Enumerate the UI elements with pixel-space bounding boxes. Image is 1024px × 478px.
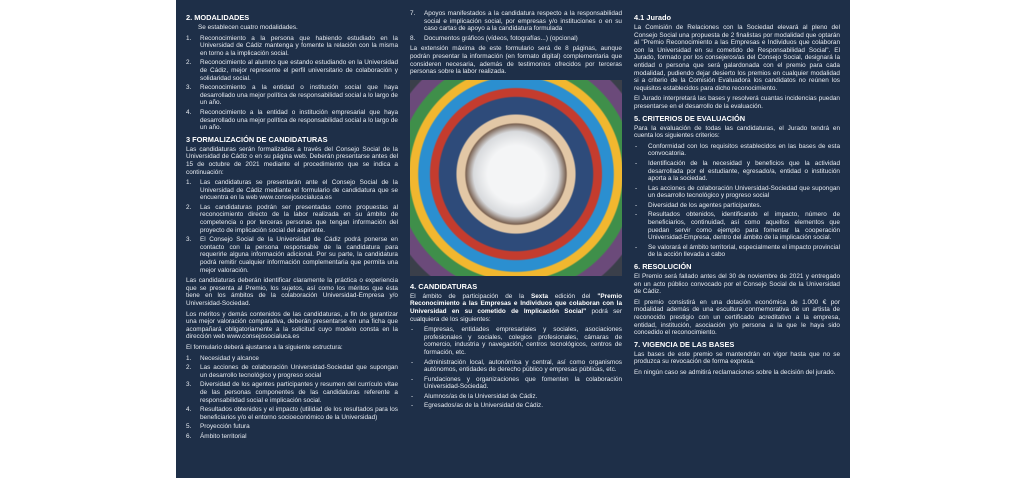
item-text: Se valorará el ámbito territorial, especialmente el impacto provincial de la acción llevada a cabo: [648, 243, 840, 259]
item-number: 3.: [186, 236, 192, 244]
resolucion-paragraph: El Premio será fallado antes del 30 de noviembre de 2021 y entregado en un acto público convocado por el Consejo Social de la Universidad de Cádiz.: [634, 273, 840, 296]
item-number: 8.: [410, 34, 416, 42]
modalidades-list: [186, 35, 398, 132]
candidaturas-list: [410, 326, 622, 410]
item-text: Reconocimiento a la persona que habiendo estudiado en la Universidad de Cádiz mantenga y fomente la relación con la misma en torno a la implicación social.: [200, 34, 398, 57]
estructura-list-continued: [410, 10, 622, 42]
list-item: [186, 423, 398, 431]
item-number: 2.: [186, 364, 192, 372]
list-item: [186, 364, 398, 379]
list-item: [410, 10, 622, 33]
item-text: Alumnos/as de la Universidad de Cádiz.: [424, 392, 538, 400]
item-number: 4.: [186, 406, 192, 414]
dash-bullet: -: [411, 358, 414, 366]
list-item: [410, 402, 622, 410]
list-item: [634, 185, 840, 200]
item-number: 7.: [410, 10, 416, 17]
item-number: 1.: [186, 34, 192, 42]
list-item: [186, 84, 398, 107]
section-modalidades-title: 2. MODALIDADES: [186, 13, 250, 22]
column-left: [186, 10, 398, 444]
jurado-paragraph: La Comisión de Relaciones con la Sociedad elevará al pleno del Consejo Social una propuesta de 2 finalistas por modalidad que optarán al "Premio Reconocimiento a las Empresas e Individuos que colaboran con la Universidad en su cometido de Responsabilidad Social". El Jurado, formado por los consejeros/as del Consejo Social, designará la entidad o persona que será galardonada con el premio para cada modalidad, pudiendo dejar desierto los premios en cualquier modalidad si a criterio de la Comisión Evaluadora los candidatos no reúnen los requisitos establecidos para dicho reconocimiento.: [634, 24, 840, 92]
column-middle: [410, 10, 622, 413]
list-item: [634, 211, 840, 241]
premio-name: "Premio Reconocimiento a las Empresas e Individuos que colaboran con la Universidad en su cometido de Implicación Social": [410, 292, 623, 315]
item-text: Reconocimiento a la entidad o institución social que haya desarrollado una mejor política de responsabilidad social a lo largo de un año.: [200, 84, 398, 107]
section-criterios-title: 5. CRITERIOS DE EVALUACIÓN: [634, 113, 746, 123]
formalizacion-intro: Las candidaturas serán formalizadas a través del Consejo Social de la Universidad de Cádiz o en su página web. Deberán presentarse antes del 15 de octubre de 2021 mediante el procedimiento que se indica a continuación:: [186, 145, 398, 176]
hands-circle-photo: [410, 80, 622, 276]
item-text: Egresados/as de la Universidad de Cádiz.: [424, 402, 544, 410]
column-right: [634, 10, 840, 380]
text-span: podrá ser cualquiera de los siguientes:: [410, 307, 622, 323]
formalizacion-paragraph: Los méritos y demás contenidos de las candidaturas, a fin de garantizar una mejor valoración comparativa, deberán presentarse en una ficha que acompañará obligatoriamente a la solicitud cuyo modelo consta en la dirección web www.consejosocialuca.es: [186, 310, 398, 341]
photo-center: [466, 124, 566, 224]
section-jurado-title: 4.1 Jurado: [634, 13, 671, 22]
list-item: [634, 244, 840, 259]
text-bold: Sexta: [530, 292, 549, 300]
text-span: edición del: [548, 292, 598, 300]
item-text: Reconocimiento a la entidad o institución empresarial que haya desarrollado una mejor política de responsabilidad social a lo largo de un año.: [200, 108, 398, 132]
list-item: [186, 59, 398, 82]
list-item: [186, 355, 398, 363]
formalizacion-paragraph: El formulario deberá ajustarse a la siguiente estructura:: [186, 343, 343, 351]
jurado-paragraph: El Jurado interpretará las bases y resolverá cuantas incidencias puedan presentarse en el desarrollo de la evaluación.: [634, 95, 840, 110]
item-text: Apoyos manifestados a la candidatura respecto a la responsabilidad social e implicación social, por empresas y/o instituciones o en su caso cartas de apoyo a la candidatura formulada: [424, 10, 622, 33]
list-item: [186, 381, 398, 404]
list-item: [634, 160, 840, 183]
list-item: [634, 202, 840, 210]
item-text: Resultados obtenidos, identificando el impacto, número de beneficiarios, continuidad, así como aquellos elementos que puedan servir como ejemplo para fomentar la cooperación Universidad-Empresa, dentro del ámbito de la implicación social.: [648, 211, 840, 242]
list-item: [186, 109, 398, 132]
item-text: Las acciones de colaboración Universidad-Sociedad que supongan un desarrollo tecnológico y progreso social: [200, 364, 398, 379]
brochure-page: [176, 0, 850, 478]
item-number: 5.: [186, 423, 192, 431]
formalizacion-paragraph: Las candidaturas deberán identificar claramente la práctica o experiencia que se presenta al Premio, los sujetos, así como los méritos que ésta tiene en los ámbitos de la colaboración Universidad-Empresa y/o Universidad-Sociedad.: [186, 277, 398, 307]
criterios-intro: Para la evaluación de todas las candidaturas, el Jurado tendrá en cuenta los siguientes criterios:: [634, 124, 840, 140]
extension-paragraph: La extensión máxima de este formulario será de 8 páginas, aunque podrán presentar la información (en formato digital) complementaria que consideren necesaria, además de testimonios ofrecidos por terceras personas sobre la labor realizada.: [410, 45, 622, 76]
list-item: [186, 179, 398, 202]
item-number: 3.: [186, 381, 192, 389]
list-item: [410, 393, 622, 401]
item-text: El Consejo Social de la Universidad de Cádiz podrá ponerse en contacto con la persona responsable de la candidatura para requerirle alguna información adicional. Por su parte, la candidatura podrá remitir cualquier información complementaria que permita una mejor valoración.: [200, 236, 398, 274]
list-item: [186, 204, 398, 234]
list-item: [634, 143, 840, 158]
item-text: Resultados obtenidos y el impacto (utilidad de los resultados para los beneficiarios y/o el entorno socioeconómico de la Universidad): [200, 406, 398, 421]
dash-bullet: -: [635, 184, 638, 192]
list-item: [186, 406, 398, 421]
item-number: 2.: [186, 203, 192, 211]
dash-bullet: -: [635, 211, 638, 219]
dash-bullet: -: [411, 375, 414, 383]
item-text: Identificación de la necesidad y beneficios que la actividad desarrollada por el estudiante, egresado/a, entidad o institución aporta a la sociedad.: [648, 159, 840, 183]
item-number: 1.: [186, 179, 192, 187]
dash-bullet: -: [635, 159, 638, 167]
list-item: [186, 236, 398, 274]
item-text: Diversidad de los agentes participantes y resumen del currículo vitae de las personas componentes de las candidaturas referente a responsabilidad social e implicación social.: [200, 381, 398, 404]
list-item: [410, 35, 622, 43]
item-text: Empresas, entidades empresariales y sociales, asociaciones profesionales y sociales, colegios profesionales, cámaras de comercio, industria y navegación, centros tecnológicos, centros de formación, etc.: [424, 326, 622, 356]
criterios-list: [634, 143, 840, 259]
section-resolucion-title: 6. RESOLUCIÓN: [634, 262, 692, 272]
list-item: [186, 35, 398, 58]
item-text: Fundaciones y organizaciones que fomenten la colaboración Universidad-Sociedad.: [424, 375, 622, 391]
item-text: Reconocimiento al alumno que estando estudiando en la Universidad de Cádiz, mejor represente el perfil universitario de colaboración y solidaridad social.: [200, 59, 398, 82]
item-number: 2.: [186, 59, 192, 67]
item-text: Las acciones de colaboración Universidad-Sociedad que supongan un desarrollo tecnológico y progreso social: [648, 184, 840, 200]
formalizacion-list: [186, 179, 398, 274]
item-text: Conformidad con los requisitos establecidos en las bases de esta convocatoria.: [648, 142, 840, 158]
modalidades-intro: Se establecen cuatro modalidades.: [198, 24, 298, 31]
item-number: 3.: [186, 84, 192, 92]
dash-bullet: -: [411, 326, 414, 334]
section-vigencia-title: 7. VIGENCIA DE LAS BASES: [634, 339, 735, 349]
resolucion-paragraph: El premio consistirá en una dotación económica de 1.000 € por modalidad además de una escultura conmemorativa de un artista de reconocido prestigio con un certificado acreditativo a la empresa, entidad, institución, asociación y/o persona a la que le haya sido concedido el reconocimiento.: [634, 298, 840, 337]
list-item: [410, 326, 622, 356]
list-item: [410, 359, 622, 374]
item-number: 6.: [186, 432, 192, 440]
dash-bullet: -: [635, 142, 638, 150]
text-span: El ámbito de participación de la: [410, 292, 531, 300]
dash-bullet: -: [411, 392, 414, 400]
item-text: Documentos gráficos (vídeos, fotografías...) (opcional): [424, 34, 578, 42]
vigencia-paragraph: En ningún caso se admitirá reclamaciones sobre la decisión del jurado.: [634, 368, 836, 376]
item-text: Las candidaturas se presentarán ante el Consejo Social de la Universidad de Cádiz mediante el formulario de candidatura que se encuentra en la web www.consejosocialuca.es: [200, 179, 398, 202]
item-text: Necesidad y alcance: [200, 354, 259, 362]
item-text: Las candidaturas podrán ser presentadas como propuestas al reconocimiento directo de la labor realizada en su ámbito de competencia o por terceras personas que tengan información del proyecto de implicación social del aspirante.: [200, 203, 398, 234]
item-text: Proyección futura: [200, 423, 250, 431]
item-number: 4.: [186, 108, 192, 116]
section-formalizacion-title: 3 FORMALIZACIÓN DE CANDIDATURAS: [186, 134, 328, 144]
section-candidaturas-title: 4. CANDIDATURAS: [410, 281, 478, 291]
item-text: Ámbito territorial: [200, 432, 247, 440]
dash-bullet: -: [411, 402, 414, 410]
item-text: Administración local, autonómica y central, así como organismos autónomos, entidades de derecho público y empresas públicas, etc.: [424, 358, 622, 374]
item-number: 1.: [186, 354, 192, 362]
estructura-list: [186, 355, 398, 441]
list-item: [410, 376, 622, 391]
dash-bullet: -: [635, 201, 638, 209]
vigencia-paragraph: Las bases de este premio se mantendrán en vigor hasta que no se produzca su revocación de forma expresa.: [634, 350, 840, 366]
item-text: Diversidad de los agentes participantes.: [648, 201, 762, 209]
candidaturas-intro: [410, 293, 622, 323]
dash-bullet: -: [635, 243, 638, 251]
list-item: [186, 433, 398, 441]
